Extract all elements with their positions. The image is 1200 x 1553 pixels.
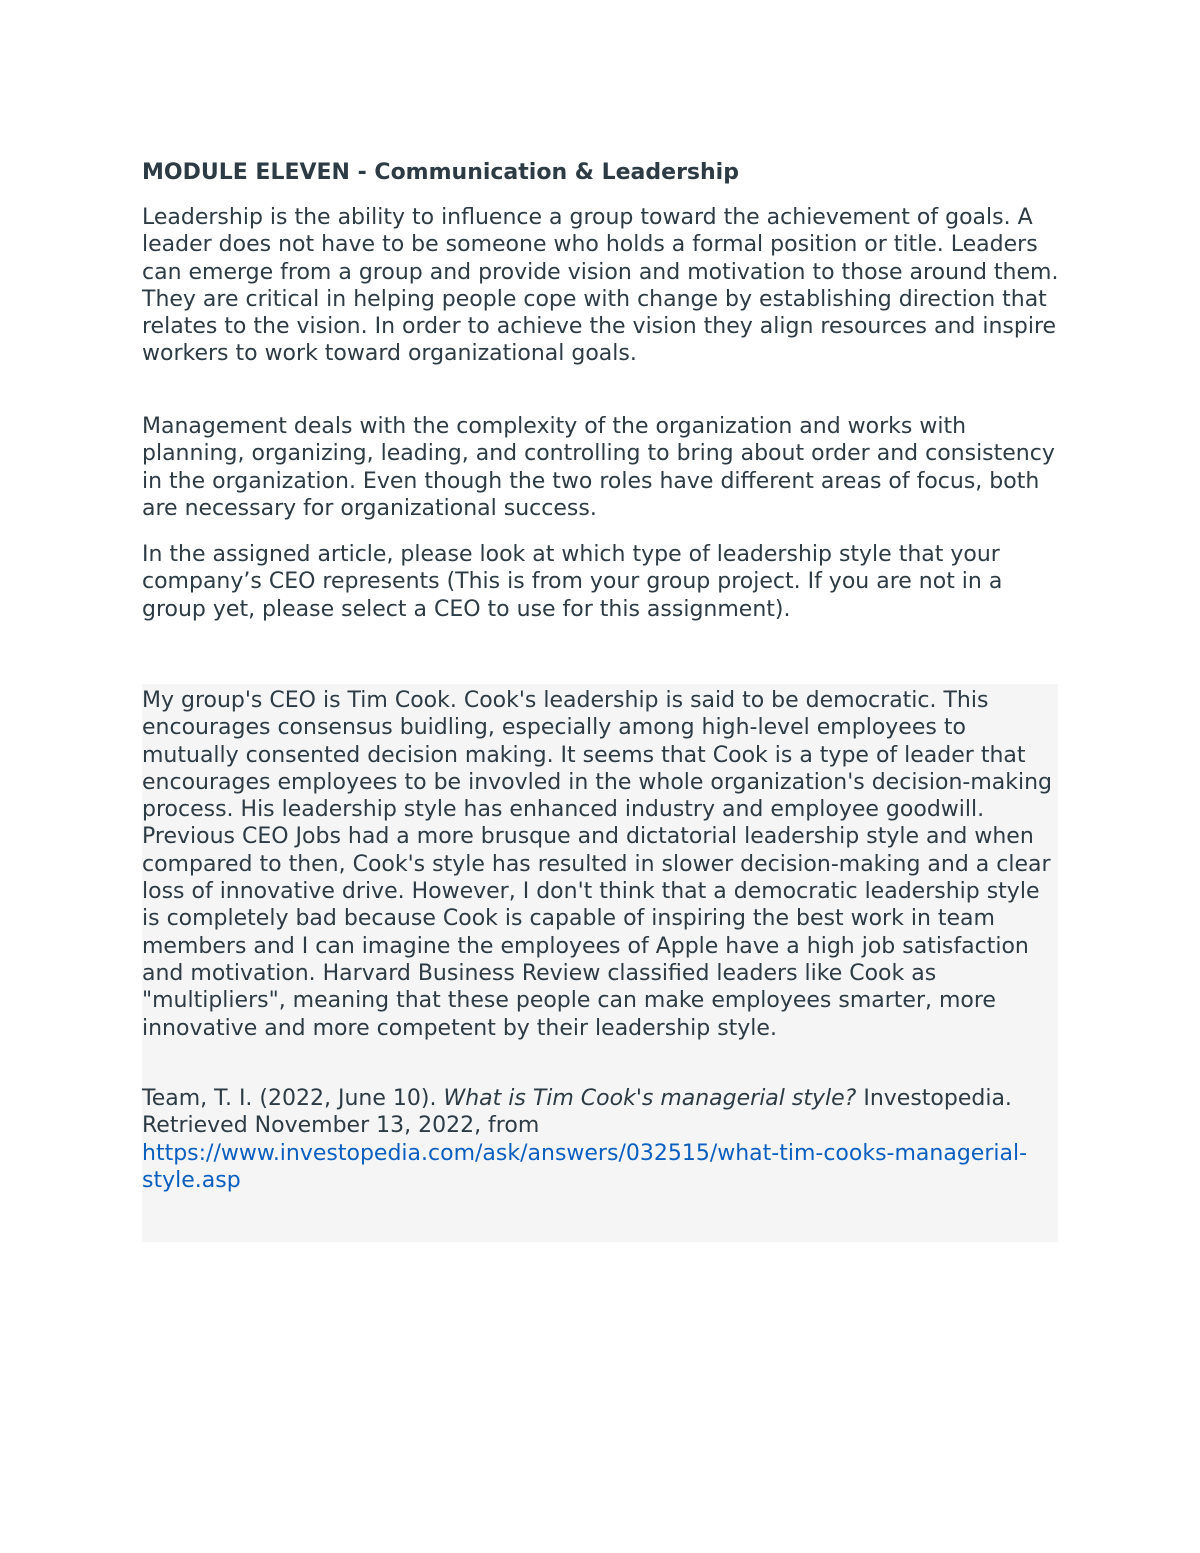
citation: [142, 1085, 1054, 1194]
paragraph-assignment: In the assigned article, please look at which type of leadership style that your company’s CEO represents (This is from your group project. If you are not in a group yet, please select a CEO to use for this assignment).: [142, 542, 1003, 622]
citation-prefix: Team, T. I. (2022, June 10).: [142, 1086, 444, 1111]
paragraph-leadership: Leadership is the ability to influence a group toward the achievement of goals. A leader does not have to be someone who holds a formal position or title. Leaders can emerge from a group and provide vision and motivation to those around them. They are critical in helping people cope with change by establishing direction that relates to the vision. In order to achieve the vision they align resources and inspire workers to work toward organizational goals.: [142, 205, 1059, 367]
citation-title: What is Tim Cook's managerial style?: [443, 1086, 857, 1111]
answer-text: My group's CEO is Tim Cook. Cook's leadership is said to be democratic. This encourages consensus buidling, especially among high-level employees to mutually consented decision making. It seems that Cook is a type of leader that encourages employees to be invovled in the whole organization's decision-making process. His leadership style has enhanced industry and employee goodwill. Previous CEO Jobs had a more brusque and dictatorial leadership style and when compared to then, Cook's style has resulted in slower decision-making and a clear loss of innovative drive. However, I don't think that a democratic leadership style is completely bad because Cook is capable of inspiring the best work in team members and I can imagine the employees of Apple have a high job satisfaction and motivation. Harvard Business Review classified leaders like Cook as "multipliers", meaning that these people can make employees smarter, more innovative and more competent by their leadership style.: [142, 688, 1053, 1041]
citation-link[interactable]: https://www.investopedia.com/ask/answers/032515/what-tim-cooks-managerial-style.asp: [142, 1140, 1028, 1193]
paragraph-management: Management deals with the complexity of the organization and works with planning, organizing, leading, and controlling to bring about order and consistency in the organization. Even though the two roles have different areas of focus, both are necessary for organizational success.: [142, 414, 1055, 521]
citation-middle: Investopedia. Retrieved November 13, 2022, from: [142, 1086, 1012, 1139]
document-title: MODULE ELEVEN - Communication & Leadership: [142, 160, 739, 185]
answer-box: [142, 684, 1058, 1242]
